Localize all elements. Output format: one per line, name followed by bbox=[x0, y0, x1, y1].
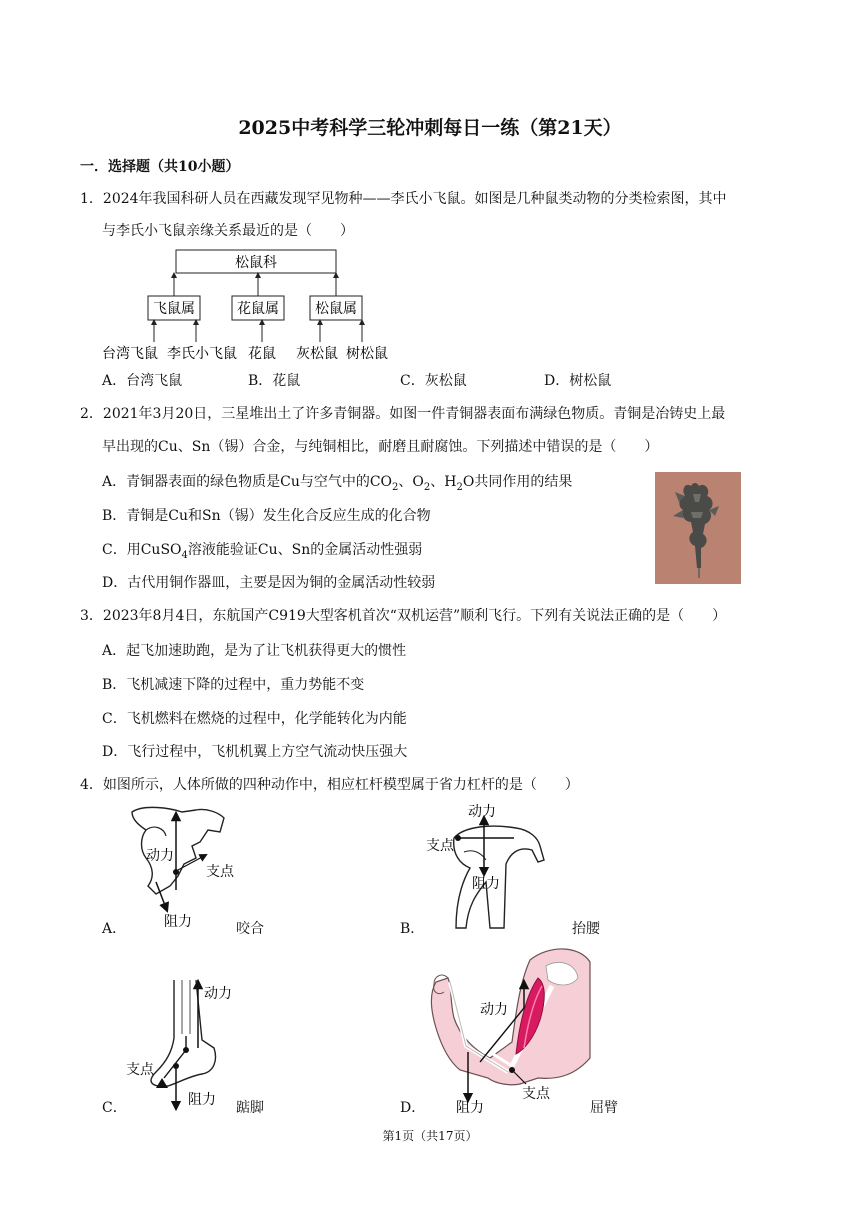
q3-option-d[interactable]: D．飞行过程中，飞机机翼上方空气流动快压强大 bbox=[102, 744, 408, 760]
arm-fulcrum-label: 支点 bbox=[522, 1086, 550, 1102]
q1-option-c[interactable]: C．灰松鼠 bbox=[400, 373, 467, 389]
q4-caption-a: 咬合 bbox=[236, 921, 264, 937]
genus-label-3: 松鼠属 bbox=[315, 301, 357, 317]
q2-option-a[interactable]: A．青铜器表面的绿色物质是Cu与空气中的$CO_2$、$O_2$、$H_2O$共同作用的结果 bbox=[102, 474, 573, 493]
waist-lever-figure bbox=[420, 798, 560, 932]
q3-option-b[interactable]: B．飞机减速下降的过程中，重力势能不变 bbox=[102, 677, 365, 693]
q4-caption-d: 屈臂 bbox=[590, 1100, 618, 1116]
section-heading: 一．选择题（共10小题） bbox=[80, 159, 240, 175]
q2-option-c[interactable]: C．用CuSO$_4$溶液能验证Cu、Sn的金属活动性强弱 bbox=[102, 542, 423, 561]
species-label-3: 花鼠 bbox=[248, 346, 276, 362]
tiptoe-fulcrum-label: 支点 bbox=[126, 1062, 154, 1078]
q4-option-a[interactable]: A． bbox=[102, 921, 127, 937]
waist-fulcrum-label: 支点 bbox=[426, 838, 454, 854]
jaw-power-label: 动力 bbox=[146, 848, 174, 864]
q1-option-d[interactable]: D．树松鼠 bbox=[544, 373, 612, 389]
q3-option-a[interactable]: A．起飞加速助跑，是为了让飞机获得更大的惯性 bbox=[102, 643, 407, 659]
q2-option-b[interactable]: B．青铜是Cu和Sn（锡）发生化合反应生成的化合物 bbox=[102, 508, 431, 524]
q4-caption-b: 抬腰 bbox=[572, 921, 600, 937]
q1-option-a[interactable]: A．台湾飞鼠 bbox=[102, 373, 183, 389]
waist-power-label: 动力 bbox=[468, 804, 496, 820]
genus-label-2: 花鼠属 bbox=[237, 301, 279, 317]
tiptoe-lever-figure bbox=[124, 978, 256, 1114]
q4-option-d[interactable]: D． bbox=[400, 1100, 426, 1116]
q4-option-c[interactable]: C． bbox=[102, 1100, 127, 1116]
jaw-lever-figure bbox=[120, 802, 250, 932]
classification-tree-diagram bbox=[100, 246, 400, 364]
arm-resistance-label: 阻力 bbox=[456, 1100, 484, 1114]
arm-lever-figure bbox=[420, 938, 592, 1114]
genus-label-1: 飞鼠属 bbox=[153, 301, 195, 317]
species-label-2: 李氏小飞鼠 bbox=[167, 346, 237, 362]
jaw-fulcrum-label: 支点 bbox=[206, 864, 234, 880]
question-2-line2: 早出现的Cu、Sn（锡）合金，与纯铜相比，耐磨且耐腐蚀。下列描述中错误的是（ ） bbox=[102, 439, 659, 455]
species-label-4: 灰松鼠 bbox=[296, 346, 338, 362]
species-label-1: 台湾飞鼠 bbox=[102, 346, 158, 362]
question-1-line2: 与李氏小飞鼠亲缘关系最近的是（ ） bbox=[102, 223, 354, 239]
tiptoe-power-label: 动力 bbox=[204, 986, 232, 1002]
page-footer: 第1页（共17页） bbox=[382, 1129, 478, 1143]
family-label: 松鼠科 bbox=[235, 255, 277, 271]
jaw-resistance-label: 阻力 bbox=[164, 914, 192, 930]
species-label-5: 树松鼠 bbox=[346, 346, 388, 362]
waist-resistance-label: 阻力 bbox=[472, 876, 500, 892]
question-2-line1: 2．2021年3月20日，三星堆出土了许多青铜器。如图一件青铜器表面布满绿色物质。青铜是冶铸史上最 bbox=[80, 406, 726, 422]
question-3-line1: 3．2023年8月4日，东航国产C919大型客机首次“双机运营”顺利飞行。下列有关说法正确的是（ ） bbox=[80, 608, 727, 624]
arm-power-label: 动力 bbox=[480, 1002, 508, 1018]
q4-option-b[interactable]: B． bbox=[400, 921, 425, 937]
q1-option-b[interactable]: B．花鼠 bbox=[248, 373, 301, 389]
q2-option-d[interactable]: D．古代用铜作器皿，主要是因为铜的金属活动性较弱 bbox=[102, 575, 436, 591]
tiptoe-resistance-label: 阻力 bbox=[188, 1092, 216, 1108]
question-4-line1: 4．如图所示，人体所做的四种动作中，相应杠杆模型属于省力杠杆的是（ ） bbox=[80, 777, 579, 793]
q3-option-c[interactable]: C．飞机燃料在燃烧的过程中，化学能转化为内能 bbox=[102, 711, 407, 727]
question-1-line1: 1．2024年我国科研人员在西藏发现罕见物种——李氏小飞鼠。如图是几种鼠类动物的分类检索图，其中 bbox=[80, 191, 727, 207]
page-title: 2025中考科学三轮冲刺每日一练（第21天） bbox=[238, 117, 622, 139]
q4-caption-c: 踮脚 bbox=[236, 1100, 264, 1116]
bronze-artifact-photo bbox=[655, 472, 741, 584]
